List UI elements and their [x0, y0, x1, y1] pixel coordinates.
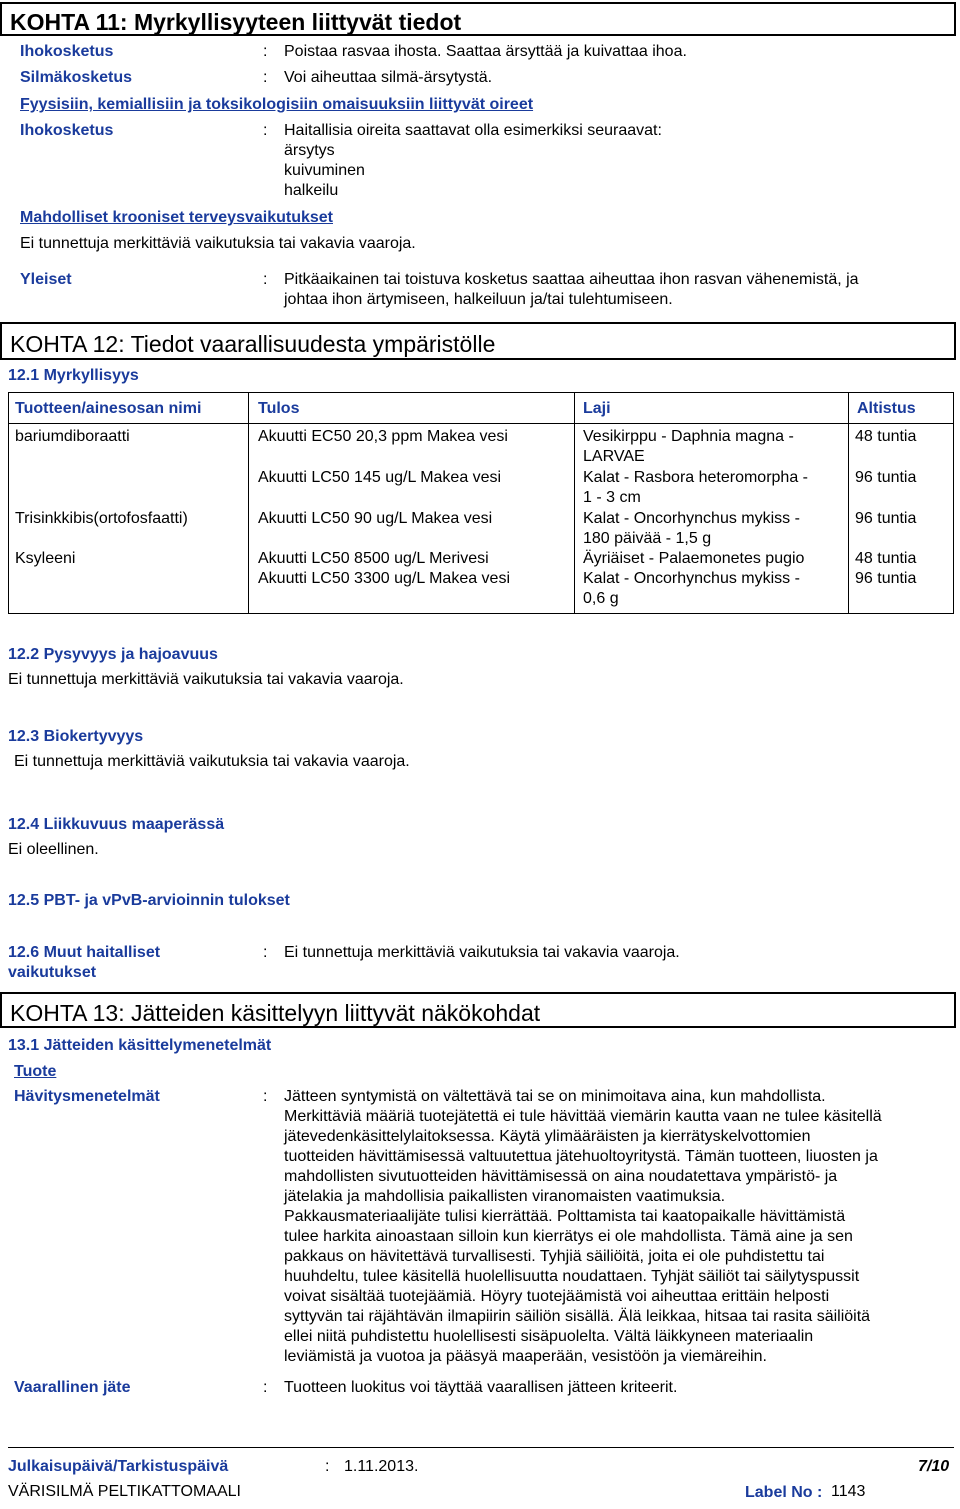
- table-cell-exposure: 48 tuntia: [855, 550, 917, 567]
- persistence-text: Ei tunnettuja merkittäviä vaikutuksia tai vakavia vaaroja.: [8, 671, 404, 688]
- bioaccumulation-text: Ei tunnettuja merkittäviä vaikutuksia tai vakavia vaaroja.: [14, 753, 410, 770]
- chronic-effects-heading: Mahdolliset krooniset terveysvaikutukset: [20, 209, 333, 226]
- disposal-line: ellei niitä puhdistettu huolellisesti sisäpuolelta. Vältä läikkyneen materiaalin: [284, 1328, 814, 1345]
- symptoms-heading: Fyysisiin, kemiallisiin ja toksikologisiin omaisuuksiin liittyvät oireet: [20, 96, 534, 113]
- footer-product-name: VÄRISILMÄ PELTIKATTOMAALI: [8, 1483, 241, 1500]
- disposal-line: jätelakia ja mahdollisia paikallisten viranomaisten vaatimuksia.: [284, 1188, 726, 1205]
- section-12-title: KOHTA 12: Tiedot vaarallisuudesta ympäristölle: [10, 331, 496, 357]
- colon: :: [263, 122, 268, 139]
- disposal-line: huuhdeltu, tulee käsitellä huolellisuutta noudattaen. Tyhjät säiliöt tai säilytyspussit: [284, 1268, 860, 1285]
- table-cell-result: Akuutti LC50 145 ug/L Makea vesi: [258, 469, 502, 486]
- table-cell-result: Akuutti LC50 3300 ug/L Makea vesi: [258, 570, 511, 587]
- table-cell-exposure: 48 tuntia: [855, 428, 917, 445]
- pbt-heading: 12.5 PBT- ja vPvB-arvioinnin tulokset: [8, 892, 290, 909]
- skin-contact-value: Poistaa rasvaa ihosta. Saattaa ärsyttää ja kuivattaa ihoa.: [284, 43, 687, 60]
- footer-date-label: Julkaisupäivä/Tarkistuspäivä: [8, 1458, 229, 1475]
- col-header-result: Tulos: [258, 400, 300, 417]
- symptom-line: Haitallisia oireita saattavat olla esimerkiksi seuraavat:: [284, 122, 662, 139]
- colon: :: [263, 1379, 268, 1396]
- table-cell-exposure: 96 tuntia: [855, 469, 917, 486]
- hazardous-waste-label: Vaarallinen jäte: [14, 1379, 131, 1396]
- col-header-name: Tuotteen/ainesosan nimi: [15, 400, 202, 417]
- species-line: Kalat - Rasbora heteromorpha -: [583, 469, 808, 486]
- bioaccumulation-heading: 12.3 Biokertyvyys: [8, 728, 144, 745]
- table-cell-species: [583, 549, 804, 569]
- mobility-text: Ei oleellinen.: [8, 841, 99, 858]
- disposal-line: mahdollisten sivutuotteiden hävittämisessä on aina noudatettava ympäristö- ja: [284, 1168, 838, 1185]
- species-line: Vesikirppu - Daphnia magna -: [583, 428, 794, 445]
- disposal-line: jätevedenkäsittelylaitoksessa. Käytä ylimääräisten ja kierrätyskelvottomien: [284, 1128, 811, 1145]
- skin-contact-2-label: Ihokosketus: [20, 122, 114, 139]
- footer-date-value: 1.11.2013.: [344, 1458, 419, 1475]
- disposal-methods-label: Hävitysmenetelmät: [14, 1088, 160, 1105]
- symptom-line: halkeilu: [284, 182, 339, 199]
- table-cell-result: Akuutti LC50 8500 ug/L Merivesi: [258, 550, 489, 567]
- disposal-line: tuotteiden hävittämisessä valtuutettua jätehuoltoyritystä. Tämän tuotteen, liuosten ja: [284, 1148, 878, 1165]
- species-line: Äyriäiset - Palaemonetes pugio: [583, 550, 805, 567]
- section-11-title: KOHTA 11: Myrkyllisyyteen liittyvät tiedot: [10, 9, 462, 35]
- disposal-line: Merkittäviä määriä tuotejätettä ei tule hävittää viemärin kautta vaan ne tulee käsitellä: [284, 1108, 882, 1125]
- species-line: Kalat - Oncorhynchus mykiss -: [583, 510, 800, 527]
- disposal-line: tulee harkita ainoastaan silloin kun kierrätys ei ole mahdollista. Tämä aine ja sen: [284, 1228, 853, 1245]
- table-cell-species: [583, 509, 800, 549]
- disposal-line: leviämistä ja vuotoa ja pääsyä maaperään, vesistöön ja viemäreihin.: [284, 1348, 767, 1365]
- colon: :: [263, 944, 268, 961]
- skin-contact-label: Ihokosketus: [20, 43, 114, 60]
- symptom-line: ärsytys: [284, 142, 335, 159]
- table-cell-species: [583, 569, 800, 609]
- col-header-exposure: Altistus: [857, 400, 916, 417]
- species-line: 1 - 3 cm: [583, 489, 641, 506]
- colon: :: [263, 43, 268, 60]
- table-cell-exposure: 96 tuntia: [855, 510, 917, 527]
- disposal-line: syttyvän tai räjähtävän ilmapiirin säiliön sisällä. Älä leikkaa, hitsaa tai rasita säiliöitä: [284, 1308, 871, 1325]
- hazardous-waste-text: Tuotteen luokitus voi täyttää vaarallisen jätteen kriteerit.: [284, 1379, 678, 1396]
- table-cell-result: Akuutti LC50 90 ug/L Makea vesi: [258, 510, 493, 527]
- eye-contact-label: Silmäkosketus: [20, 69, 133, 86]
- table-cell-species: [583, 468, 808, 508]
- eye-contact-value: Voi aiheuttaa silmä-ärsytystä.: [284, 69, 493, 86]
- disposal-line: Jätteen syntymistä on vältettävä tai se on minimoitava aina, kun mahdollista.: [284, 1088, 826, 1105]
- col-header-species: Laji: [583, 400, 611, 417]
- general-line: Pitkäaikainen tai toistuva kosketus saattaa aiheuttaa ihon rasvan vähenemistä, ja: [284, 271, 859, 288]
- section-11-header: [0, 2, 956, 36]
- disposal-line: voivat sisältää tuotejäämiä. Höyry tuotejäämistä voi aiheuttaa erittäin helposti: [284, 1288, 830, 1305]
- table-cell-exposure: 96 tuntia: [855, 570, 917, 587]
- waste-methods-heading: 13.1 Jätteiden käsittelymenetelmät: [8, 1037, 272, 1054]
- other-effects-text: Ei tunnettuja merkittäviä vaikutuksia tai vakavia vaaroja.: [284, 944, 680, 961]
- table-cell-species: [583, 427, 794, 467]
- general-value: [284, 270, 859, 310]
- colon: :: [263, 271, 268, 288]
- toxicity-table: [8, 392, 954, 614]
- skin-contact-2-symptoms: [284, 121, 662, 201]
- colon: :: [325, 1458, 330, 1475]
- other-effects-heading: [8, 943, 160, 983]
- persistence-heading: 12.2 Pysyvyys ja hajoavuus: [8, 646, 218, 663]
- other-effects-heading-line: 12.6 Muut haitalliset: [8, 944, 161, 961]
- product-heading: Tuote: [14, 1063, 57, 1080]
- footer-page-number: 7/10: [918, 1458, 950, 1475]
- chronic-effects-text: Ei tunnettuja merkittäviä vaikutuksia tai vakavia vaaroja.: [20, 235, 416, 252]
- symptom-line: kuivuminen: [284, 162, 365, 179]
- footer-label-no-label: Label No :: [745, 1484, 823, 1501]
- colon: :: [263, 1088, 268, 1105]
- footer-divider: [8, 1447, 954, 1448]
- general-label: Yleiset: [20, 271, 72, 288]
- toxicity-heading: 12.1 Myrkyllisyys: [8, 367, 139, 384]
- table-cell-name: bariumdiboraatti: [15, 428, 130, 445]
- section-12-header: [0, 322, 956, 360]
- table-cell-name: Ksyleeni: [15, 550, 76, 567]
- species-line: LARVAE: [583, 448, 645, 465]
- species-line: 0,6 g: [583, 590, 619, 607]
- other-effects-heading-line: vaikutukset: [8, 964, 97, 981]
- table-cell-result: Akuutti EC50 20,3 ppm Makea vesi: [258, 428, 508, 445]
- footer-label-no-value: 1143: [831, 1483, 866, 1500]
- table-cell-name: Trisinkkibis(ortofosfaatti): [15, 510, 188, 527]
- section-13-header: [0, 992, 956, 1028]
- mobility-heading: 12.4 Liikkuvuus maaperässä: [8, 816, 225, 833]
- colon: :: [263, 69, 268, 86]
- disposal-line: Pakkausmateriaalijäte tulisi kierrättää. Polttamista tai kaatopaikalle hävittämistä: [284, 1208, 846, 1225]
- disposal-methods-text: [284, 1087, 882, 1367]
- general-line: johtaa ihon ärtymiseen, halkeiluun ja/tai tulehtumiseen.: [284, 291, 673, 308]
- species-line: 180 päivää - 1,5 g: [583, 530, 712, 547]
- species-line: Kalat - Oncorhynchus mykiss -: [583, 570, 800, 587]
- section-13-title: KOHTA 13: Jätteiden käsittelyyn liittyvät näkökohdat: [10, 1000, 541, 1026]
- disposal-line: pakkaus on hävitettävä turvallisesti. Tyhjiä säiliöitä, joita ei ole puhdistettu tai: [284, 1248, 825, 1265]
